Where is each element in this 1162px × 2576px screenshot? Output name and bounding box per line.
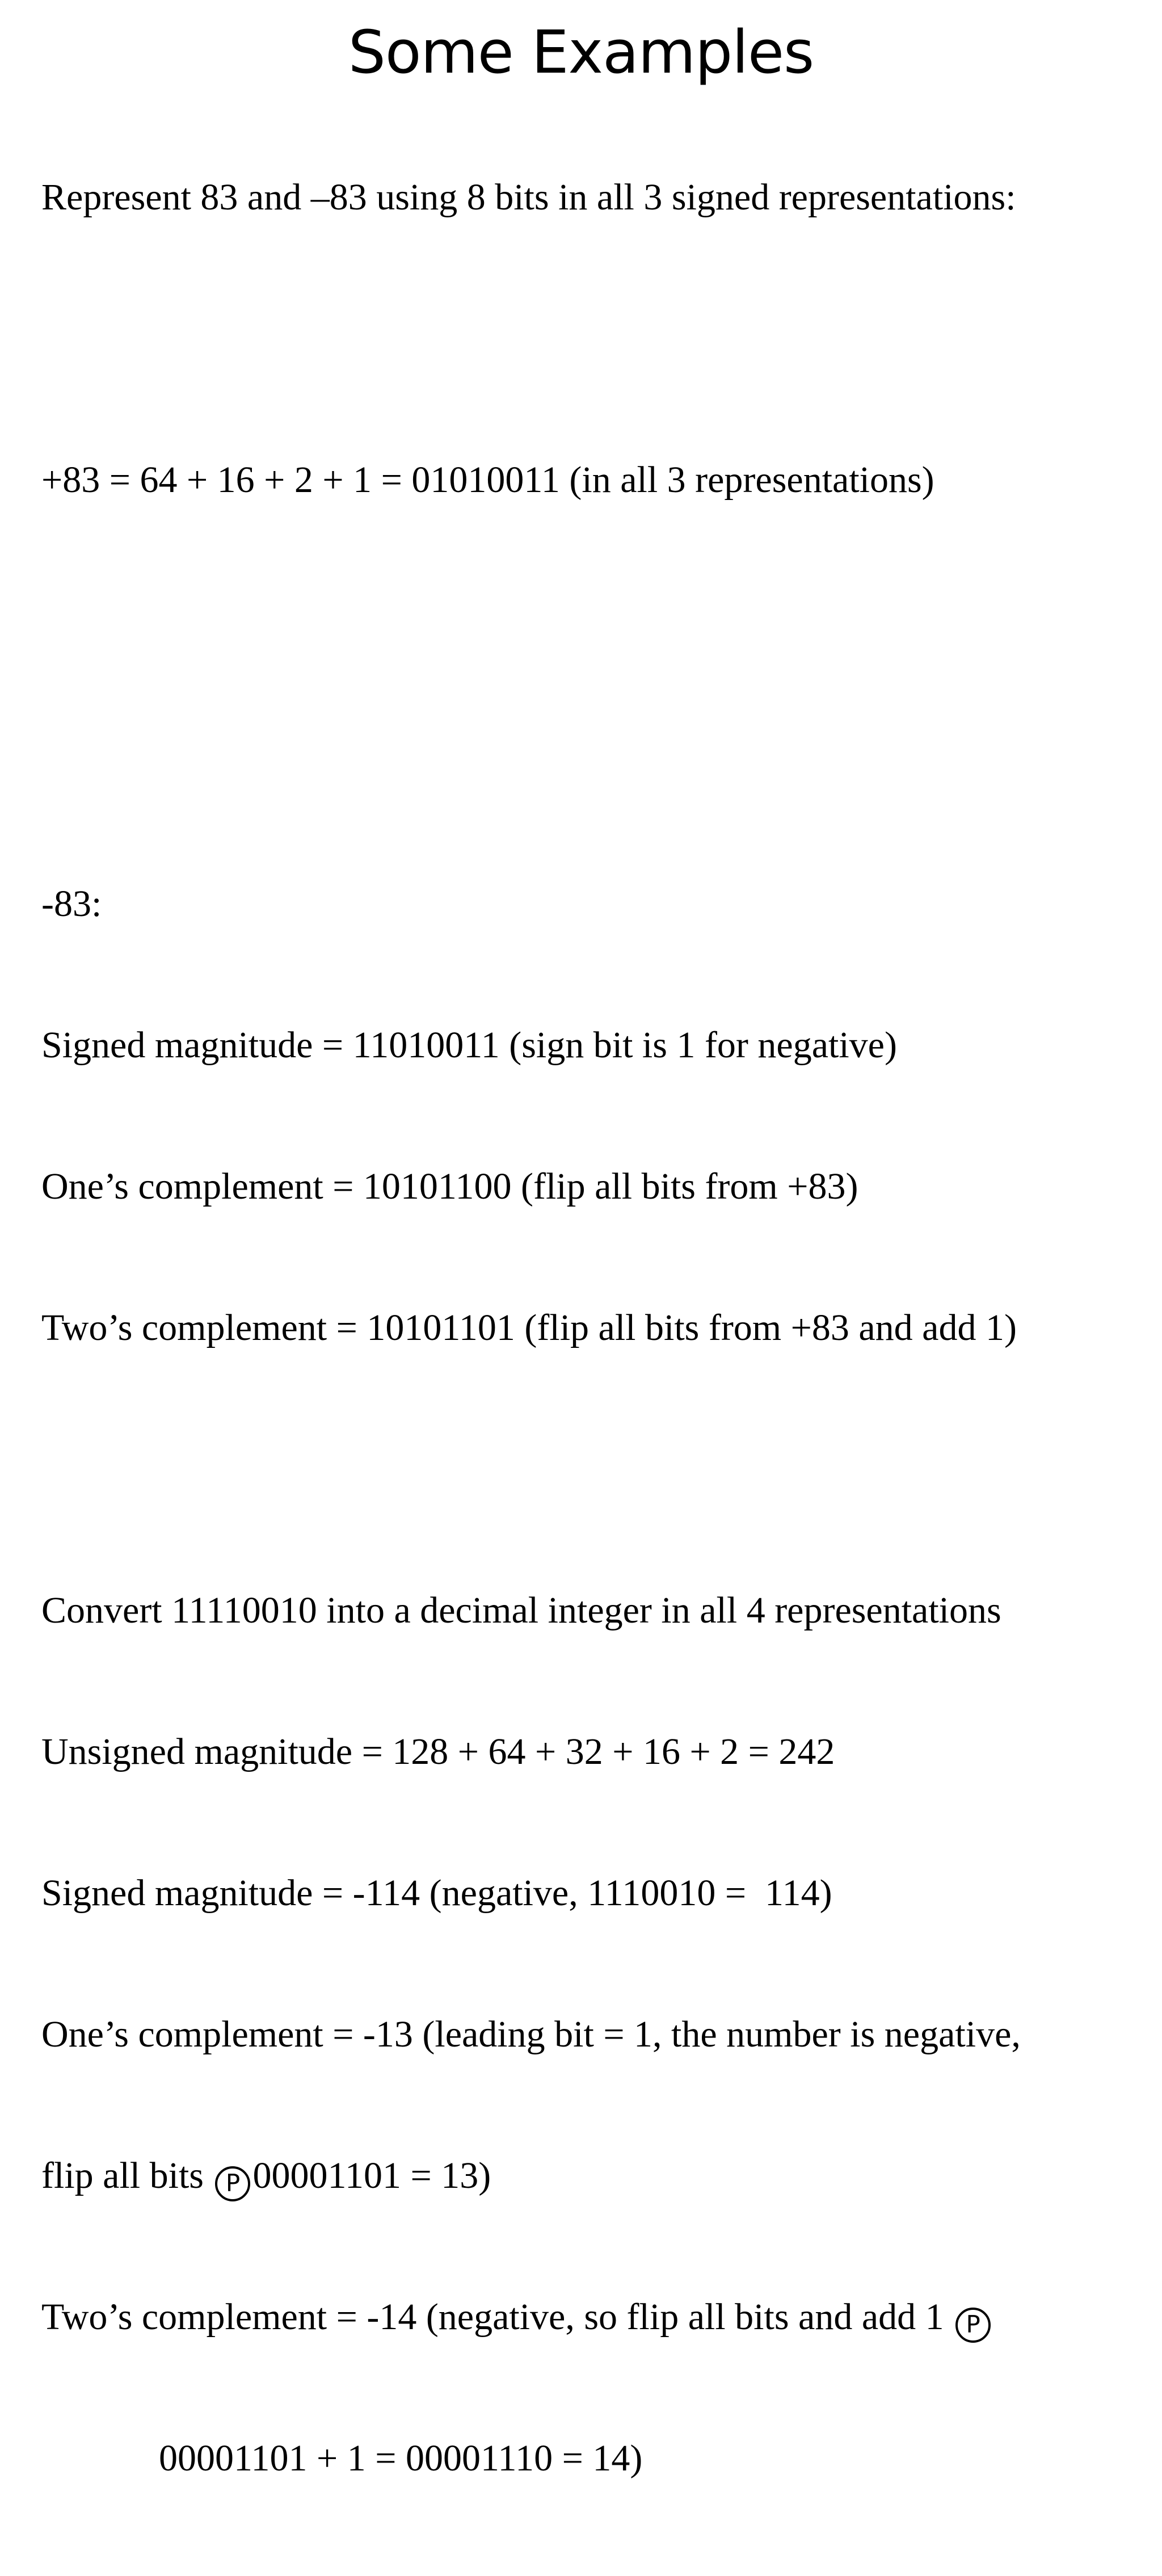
text-line-convert: Convert 11110010 into a decimal integer in all 4 representations xyxy=(41,1590,1001,1631)
slide-title: Some Examples xyxy=(348,18,814,87)
flip-bits-result: 00001101 = 13) xyxy=(252,2155,491,2196)
text-line-signed-magnitude-2: Signed magnitude = -114 (negative, 1110010 = 114) xyxy=(41,1872,832,1914)
text-line-twos-complement-1: Two’s complement = 10101101 (flip all bits from +83 and add 1) xyxy=(41,1307,1017,1348)
text-line-twos-complement-result: 00001101 + 1 = 00001110 = 14) xyxy=(159,2438,643,2479)
circled-p-arrow-icon: P xyxy=(215,2166,250,2201)
circled-p-arrow-icon: P xyxy=(955,2308,991,2343)
text-line-unsigned-magnitude: Unsigned magnitude = 128 + 64 + 32 + 16 + 2 = 242 xyxy=(41,1731,835,1772)
text-line-ones-complement-1: One’s complement = 10101100 (flip all bits from +83) xyxy=(41,1166,858,1207)
blank-line xyxy=(41,315,1153,362)
text-line-twos-complement-2 xyxy=(41,2293,1153,2340)
text-line-ones-complement-2: One’s complement = -13 (leading bit = 1, the number is negative, xyxy=(41,2014,1021,2055)
text-line-flip-all-bits xyxy=(41,2152,1153,2199)
blank-line xyxy=(41,1445,1153,1493)
twos-complement-text: Two’s complement = -14 (negative, so flip all bits and add 1 xyxy=(41,2296,954,2338)
flip-bits-prefix: flip all bits xyxy=(41,2155,213,2196)
slide-body xyxy=(41,79,1153,2576)
text-line-minus83: -83: xyxy=(41,883,102,924)
text-line-plus83: +83 = 64 + 16 + 2 + 1 = 01010011 (in all 3 representations) xyxy=(41,459,934,501)
blank-line xyxy=(41,739,1153,786)
text-line-represent: Represent 83 and –83 using 8 bits in all 3 signed representations: xyxy=(41,177,1016,218)
blank-line xyxy=(41,598,1153,645)
text-line-signed-magnitude-1: Signed magnitude = 11010011 (sign bit is 1 for negative) xyxy=(41,1024,897,1066)
